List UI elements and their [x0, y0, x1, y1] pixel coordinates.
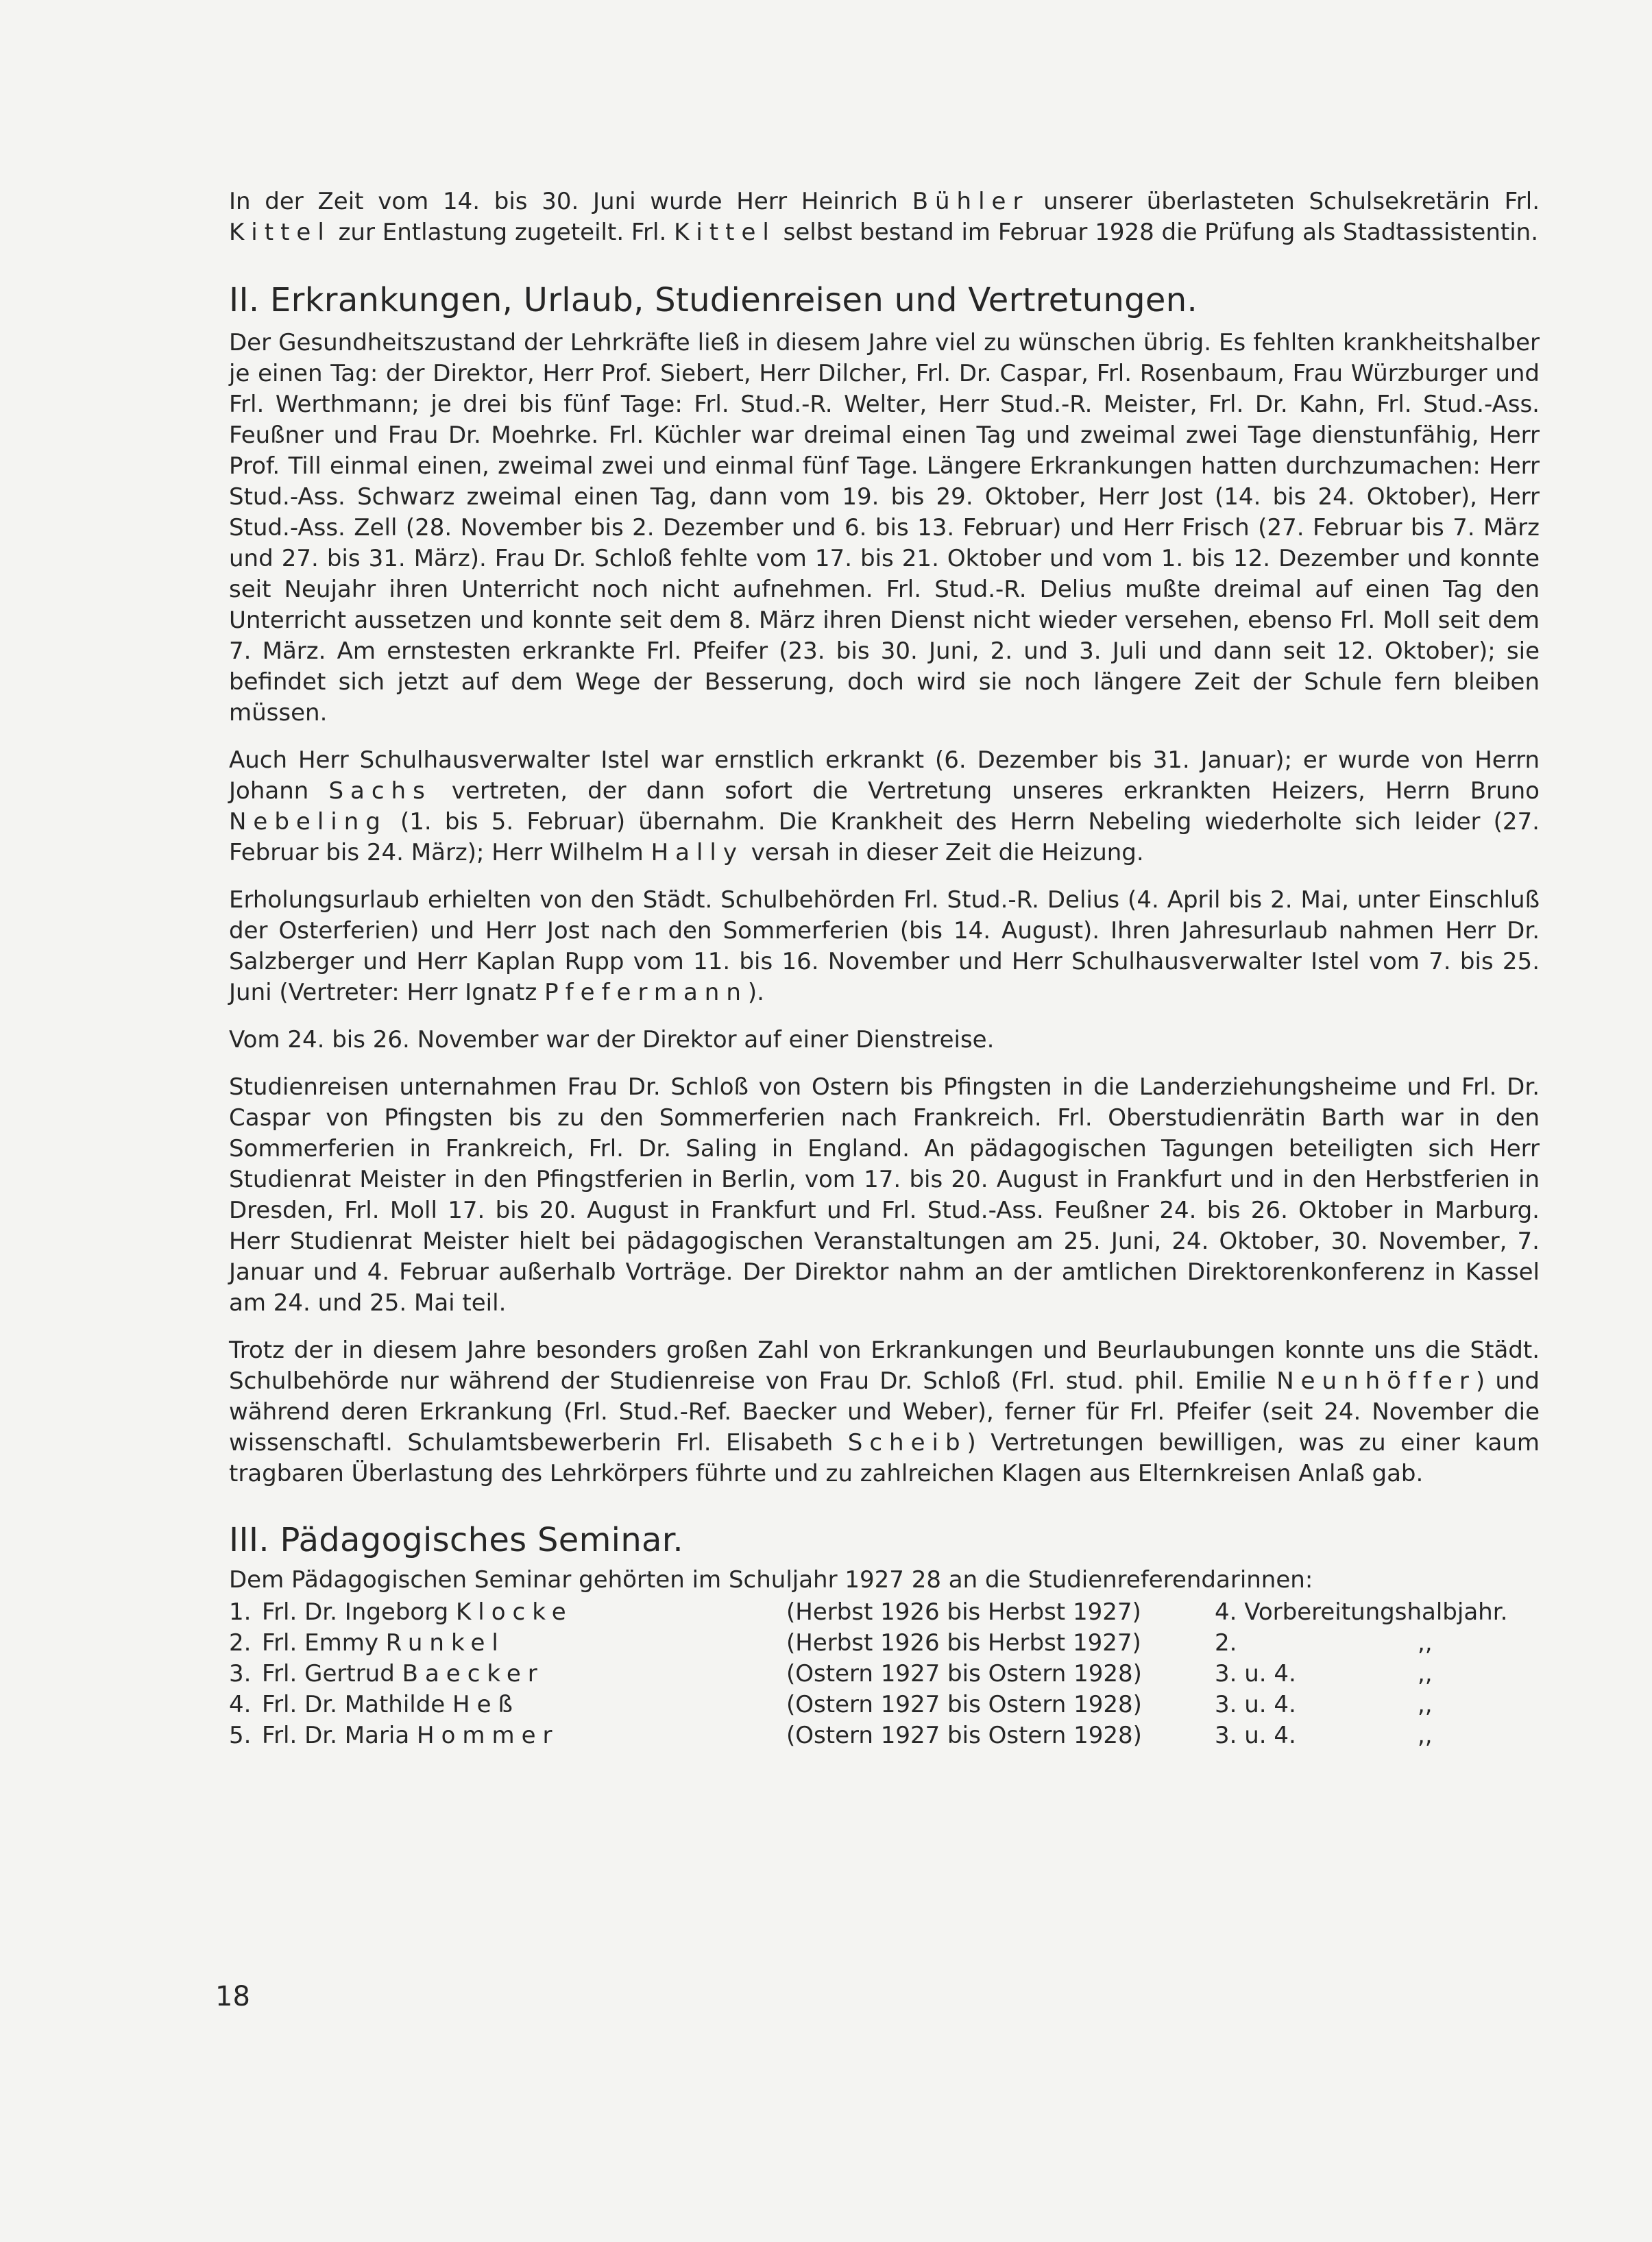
- item-semester: 4. Vorbereitungshalbjahr.: [1215, 1598, 1508, 1626]
- ditto-mark: ,,: [1418, 1691, 1433, 1718]
- paragraph-caretaker: [229, 745, 1540, 868]
- paragraph-illness: Der Gesundheitszustand der Lehrkräfte ließ in diesem Jahre viel zu wünschen übrig. Es fehlten krankheitshalber je einen Tag: der Direktor, Herr Prof. Siebert, Herr Dilcher, Frl. Dr. Caspar, Frl. Rosenbaum, Frau Würzburger und Frl. Werthmann; je drei bis fünf Tage: Frl. Stud.-R. Welter, Herr Stud.-R. Meister, Frl. Dr. Kahn, Frl. Stud.-Ass. Feußner und Frau Dr. Moehrke. Frl. Küchler war dreimal einen Tag und zweimal zwei Tage dienstunfähig, Herr Prof. Till einmal einen, zweimal zwei und einmal fünf Tage. Längere Erkrankungen hatten durchzumachen: Herr Stud.-Ass. Schwarz zweimal einen Tag, dann vom 19. bis 29. Oktober, Herr Jost (14. bis 24. Oktober), Herr Stud.-Ass. Zell (28. November bis 2. Dezember und 6. bis 13. Februar) und Herr Frisch (27. Februar bis 7. März und 27. bis 31. März). Frau Dr. Schloß fehlte vom 17. bis 21. Oktober und vom 1. bis 12. Dezember und konnte seit Neujahr ihren Unterricht noch nicht aufnehmen. Frl. Stud.-R. Delius mußte dreimal auf einen Tag den Unterricht aussetzen und konnte seit dem 8. März ihren Dienst nicht wieder versehen, ebenso Frl. Moll seit dem 7. März. Am ernstesten erkrankte Frl. Pfeifer (23. bis 30. Juni, 2. und 3. Juli und dann seit 12. Oktober); sie befindet sich jetzt auf dem Wege der Besserung, doch wird sie noch längere Zeit der Schule fern bleiben müssen.: [229, 329, 1540, 727]
- seminar-intro: Dem Pädagogischen Seminar gehörten im Schuljahr 1927 28 an die Studienreferendarinnen:: [229, 1566, 1313, 1594]
- name-prefix: Frl. Dr. Ingeborg: [262, 1598, 457, 1626]
- list-item: [229, 1690, 1540, 1720]
- spaced-name: Pfefermann: [544, 979, 748, 1006]
- spaced-name: Sachs: [328, 777, 432, 805]
- list-item: [229, 1628, 1540, 1659]
- paragraph-vacation: [229, 885, 1540, 1008]
- item-name: [262, 1659, 786, 1690]
- referendar-list: [229, 1597, 1540, 1751]
- paragraph-business-trip: Vom 24. bis 26. November war der Direktor auf einer Dienstreise.: [229, 1026, 995, 1053]
- spaced-name: Baecker: [402, 1660, 544, 1687]
- list-item: [229, 1720, 1540, 1751]
- spaced-name: Klocke: [456, 1598, 573, 1626]
- item-period: (Herbst 1926 bis Herbst 1927): [786, 1629, 1141, 1657]
- text-run: ) Vertretungen bewilligen, was zu einer kaum tragbaren Überlastung des Lehrkörpers führte und zu zahlreichen Klagen aus Elternkreisen Anlaß gab.: [229, 1429, 1540, 1487]
- paragraph-substitutes: [229, 1335, 1540, 1489]
- item-period: (Ostern 1927 bis Ostern 1928): [786, 1722, 1142, 1749]
- name-prefix: Frl. Dr. Maria: [262, 1722, 417, 1749]
- text-run: Auch Herr Schulhausverwalter Istel war ernstlich erkrankt (6. Dezember bis 31. Januar); er wurde von Herrn Johann: [229, 746, 1540, 805]
- spaced-name: Scheib: [847, 1429, 967, 1457]
- name-prefix: Frl. Emmy: [262, 1629, 386, 1657]
- text-run: ) und während deren Erkrankung (Frl. Stud.-Ref. Baecker und Weber), ferner für Frl. Pfeifer (seit 24. November die wissenschaftl. Schulamtsbewerberin Frl. Elisabeth: [229, 1367, 1540, 1457]
- text-run: (1. bis 5. Februar) übernahm. Die Krankheit des Herrn Nebeling wiederholte sich leider (27. Februar bis 24. März); Herr Wilhelm: [229, 808, 1540, 866]
- section-heading-seminar: III. Pädagogisches Seminar.: [229, 1521, 683, 1559]
- text-run: vertreten, der dann sofort die Vertretung unseres erkrankten Heizers, Herrn Bruno: [431, 777, 1540, 805]
- name-prefix: Frl. Gertrud: [262, 1660, 402, 1687]
- item-period: (Ostern 1927 bis Ostern 1928): [786, 1691, 1142, 1718]
- item-semester: 2.: [1215, 1629, 1237, 1657]
- item-period: (Herbst 1926 bis Herbst 1927): [786, 1598, 1141, 1626]
- spaced-name: Neunhöffer: [1276, 1367, 1476, 1395]
- item-name: [262, 1597, 786, 1628]
- text-run: zur Entlastung zugeteilt. Frl.: [330, 219, 675, 246]
- ditto-mark: ,,: [1418, 1722, 1433, 1749]
- item-name: [262, 1690, 786, 1720]
- spaced-name: Bühler: [912, 188, 1030, 215]
- item-number: 4.: [229, 1691, 252, 1718]
- list-item: [229, 1659, 1540, 1690]
- spaced-name: Kittel: [229, 219, 331, 246]
- spaced-name: Heß: [452, 1691, 520, 1718]
- item-number: 2.: [229, 1629, 252, 1657]
- item-number: 5.: [229, 1722, 252, 1749]
- item-semester: 3. u. 4.: [1215, 1660, 1296, 1687]
- list-item: [229, 1597, 1540, 1628]
- item-number: 3.: [229, 1660, 252, 1687]
- text-run: Erholungsurlaub erhielten von den Städt. Schulbehörden Frl. Stud.-R. Delius (4. April bis 2. Mai, unter Einschluß der Osterferien) und Herr Jost nach den Sommerferien (bis 14. August). Ihren Jahresurlaub nahmen Herr Dr. Salzberger und Herr Kaplan Rupp vom 11. bis 16. November und Herr Schulhausverwalter Istel vom 7. bis 25. Juni (Vertreter: Herr Ignatz: [229, 886, 1540, 1006]
- item-semester: 3. u. 4.: [1215, 1691, 1296, 1718]
- section-heading-illness: II. Erkrankungen, Urlaub, Studienreisen und Vertretungen.: [229, 281, 1198, 319]
- text-run: selbst bestand im Februar 1928 die Prüfung als Stadtassistentin.: [775, 219, 1538, 246]
- text-run: versah in dieser Zeit die Heizung.: [743, 839, 1144, 866]
- spaced-name: Hally: [651, 839, 744, 866]
- spaced-name: Nebeling: [229, 808, 387, 836]
- spaced-name: Runkel: [385, 1629, 505, 1657]
- text-run: Trotz der in diesem Jahre besonders großen Zahl von Erkrankungen und Beurlaubungen konnte uns die Städt. Schulbehörde nur während der Studienreise von Frau Dr. Schloß (Frl. stud. phil. Emilie: [229, 1337, 1540, 1395]
- item-period: (Ostern 1927 bis Ostern 1928): [786, 1660, 1142, 1687]
- text-run: ).: [747, 979, 764, 1006]
- name-prefix: Frl. Dr. Mathilde: [262, 1691, 453, 1718]
- spaced-name: Kittel: [674, 219, 776, 246]
- page-content: [229, 186, 1540, 1751]
- ditto-mark: ,,: [1418, 1660, 1433, 1687]
- text-run: unserer überlasteten Schulsekretärin Frl.: [1029, 188, 1540, 215]
- item-name: [262, 1720, 786, 1751]
- page-number: 18: [215, 1981, 250, 2012]
- paragraph-staff-assignment: [229, 186, 1540, 248]
- item-number: 1.: [229, 1598, 252, 1626]
- item-name: [262, 1628, 786, 1659]
- paragraph-study-trips: Studienreisen unternahmen Frau Dr. Schloß von Ostern bis Pfingsten in die Landerziehungsheime und Frl. Dr. Caspar von Pfingsten bis zu den Sommerferien nach Frankreich. Frl. Oberstudienrätin Barth war in den Sommerferien in Frankreich, Frl. Dr. Saling in England. An pädagogischen Tagungen beteiligten sich Herr Studienrat Meister in den Pfingstferien in Berlin, vom 17. bis 20. August in Frankfurt und in den Herbstferien in Dresden, Frl. Moll 17. bis 20. August in Frankfurt und Frl. Stud.-Ass. Feußner 24. bis 26. Oktober in Marburg. Herr Studienrat Meister hielt bei pädagogischen Veranstaltungen am 25. Juni, 24. Oktober, 30. November, 7. Januar und 4. Februar außerhalb Vorträge. Der Direktor nahm an der amtlichen Direktorenkonferenz in Kassel am 24. und 25. Mai teil.: [229, 1073, 1540, 1317]
- item-semester: 3. u. 4.: [1215, 1722, 1296, 1749]
- text-run: In der Zeit vom 14. bis 30. Juni wurde Herr Heinrich: [229, 188, 912, 215]
- ditto-mark: ,,: [1418, 1629, 1433, 1657]
- spaced-name: Hommer: [417, 1722, 559, 1749]
